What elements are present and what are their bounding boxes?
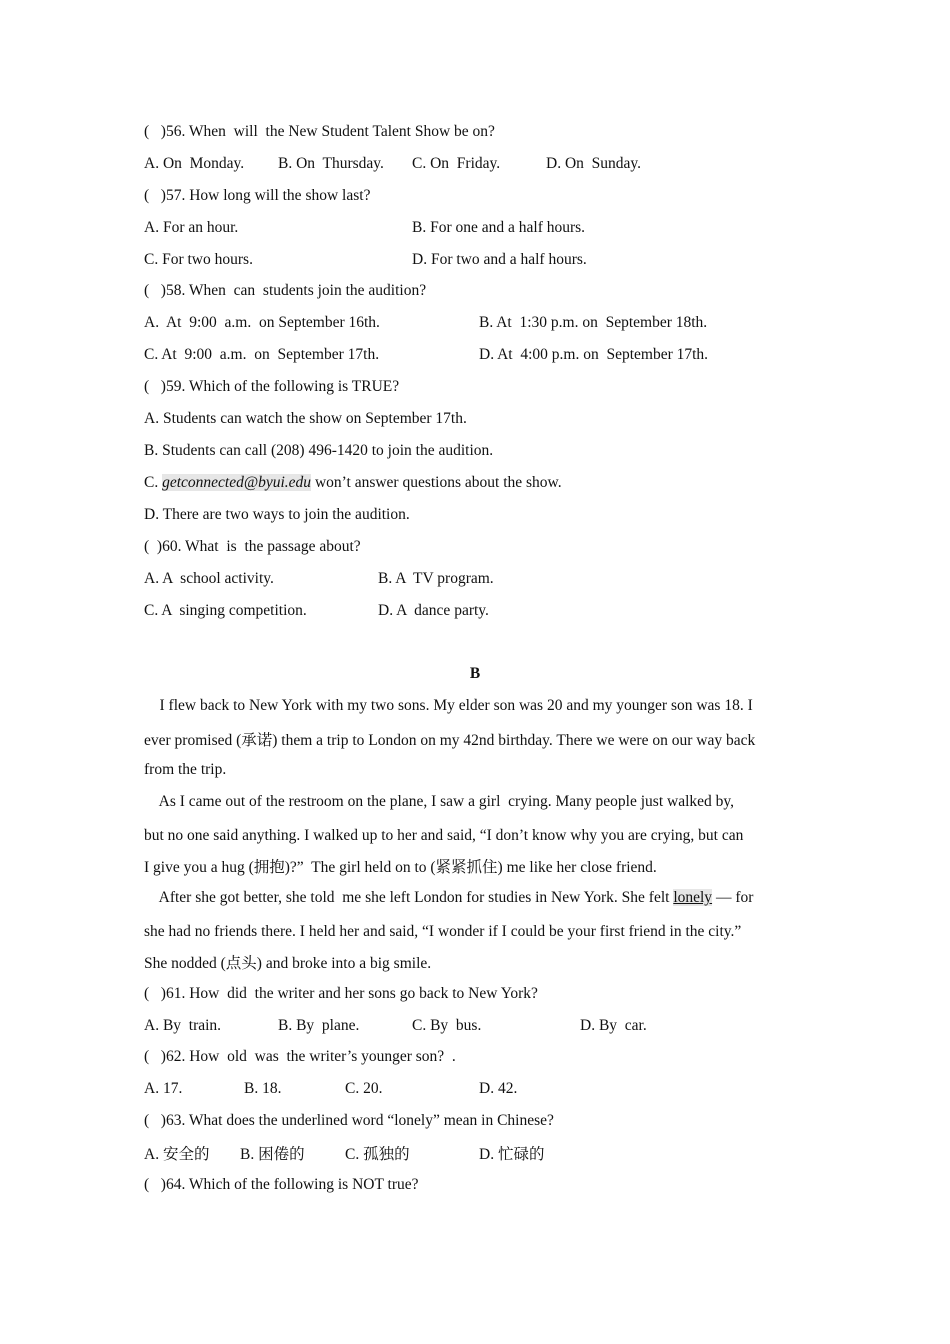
q60-option-c: C. A singing competition. (144, 602, 307, 619)
q60-option-d: D. A dance party. (378, 602, 489, 619)
q59-option-d: D. There are two ways to join the audition. (144, 506, 410, 523)
q63-stem: ( )63. What does the underlined word “lonely” mean in Chinese? (144, 1112, 554, 1129)
q62-option-a: A. 17. (144, 1080, 183, 1097)
q59-option-c (144, 473, 562, 493)
q60-stem: ( )60. What is the passage about? (144, 538, 361, 555)
email-link[interactable]: getconnected@byui.edu (162, 474, 312, 491)
passage-p2-line1: As I came out of the restroom on the plane, I saw a girl crying. Many people just walked by, (144, 793, 734, 810)
q59-option-b: B. Students can call (208) 496-1420 to join the audition. (144, 442, 494, 459)
q61-option-b: B. By plane. (278, 1017, 360, 1034)
q59-option-a: A. Students can watch the show on September 17th. (144, 410, 467, 427)
q56-option-b: B. On Thursday. (278, 155, 384, 172)
q58-stem: ( )58. When can students join the audition? (144, 282, 427, 299)
q63-option-b: B. 困倦的 (240, 1146, 305, 1163)
q62-option-d: D. 42. (479, 1080, 518, 1097)
q59-option-c-prefix: C. (144, 474, 163, 491)
q60-option-a: A. A school activity. (144, 570, 274, 587)
passage-p3-line1 (144, 888, 753, 908)
q57-option-a: A. For an hour. (144, 219, 239, 236)
passage-p3-pre: After she got better, she told me she left London for studies in New York. She felt (144, 889, 674, 906)
q61-stem: ( )61. How did the writer and her sons go back to New York? (144, 985, 538, 1002)
q62-option-b: B. 18. (244, 1080, 282, 1097)
q58-option-a: A. At 9:00 a.m. on September 16th. (144, 314, 380, 331)
q61-option-a: A. By train. (144, 1017, 222, 1034)
q58-option-d: D. At 4:00 p.m. on September 17th. (479, 346, 709, 363)
q56-option-c: C. On Friday. (412, 155, 501, 172)
q62-stem: ( )62. How old was the writer’s younger son? . (144, 1048, 456, 1065)
passage-p1-line2: ever promised (承诺) them a trip to London on my 42nd birthday. There we were on our way back (144, 732, 756, 749)
passage-p1-line1: I flew back to New York with my two sons. My elder son was 20 and my younger son was 18. I (144, 697, 753, 714)
passage-p2-line3: I give you a hug (拥抱)?” The girl held on to (紧紧抓住) me like her close friend. (144, 859, 657, 876)
q64-stem: ( )64. Which of the following is NOT true? (144, 1176, 419, 1193)
q63-option-c: C. 孤独的 (345, 1146, 410, 1163)
q60-option-b: B. A TV program. (378, 570, 494, 587)
passage-p3-line2: she had no friends there. I held her and said, “I wonder if I could be your first friend in the city.” (144, 923, 742, 940)
q59-option-c-suffix: won’t answer questions about the show. (311, 474, 562, 491)
q62-option-c: C. 20. (345, 1080, 383, 1097)
passage-p3-post: — for (712, 889, 754, 906)
passage-p2-line2: but no one said anything. I walked up to her and said, “I don’t know why you are crying, but can (144, 827, 744, 844)
q63-option-d: D. 忙碌的 (479, 1146, 545, 1163)
q57-stem: ( )57. How long will the show last? (144, 187, 371, 204)
q56-option-d: D. On Sunday. (546, 155, 642, 172)
q63-option-a: A. 安全的 (144, 1146, 210, 1163)
q57-option-d: D. For two and a half hours. (412, 251, 587, 268)
q58-option-b: B. At 1:30 p.m. on September 18th. (479, 314, 708, 331)
q61-option-c: C. By bus. (412, 1017, 482, 1034)
passage-p1-line3: from the trip. (144, 761, 227, 778)
q61-option-d: D. By car. (580, 1017, 647, 1034)
q58-option-c: C. At 9:00 a.m. on September 17th. (144, 346, 380, 363)
q59-stem: ( )59. Which of the following is TRUE? (144, 378, 400, 395)
q57-option-c: C. For two hours. (144, 251, 253, 268)
underlined-word-lonely: lonely (673, 889, 713, 906)
passage-p3-line3: She nodded (点头) and broke into a big smile. (144, 955, 432, 972)
section-b-heading: B (469, 665, 481, 682)
q57-option-b: B. For one and a half hours. (412, 219, 586, 236)
q56-option-a: A. On Monday. (144, 155, 245, 172)
q56-stem: ( )56. When will the New Student Talent Show be on? (144, 123, 495, 140)
